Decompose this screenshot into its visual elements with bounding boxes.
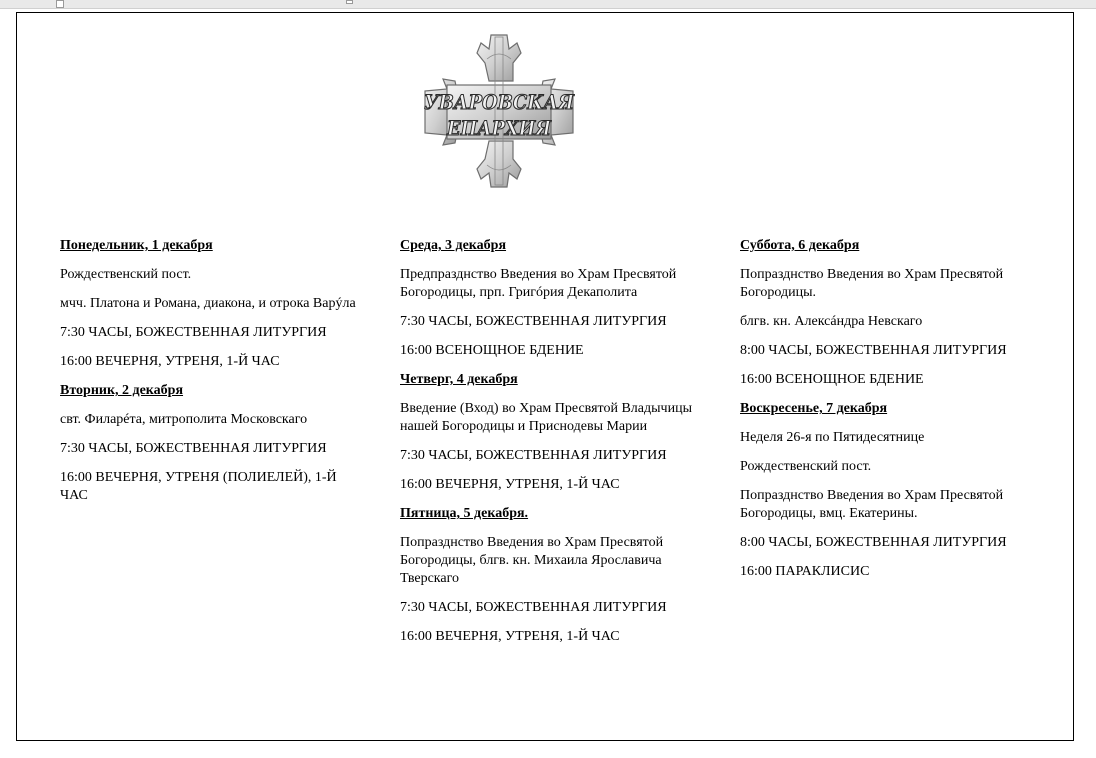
service-line: Предпразднство Введения во Храм Пресвятой Богородицы, прп. Григóрия Декаполита (400, 267, 677, 300)
service-line: Попразднство Введения во Храм Пресвятой Богородицы. (740, 267, 1004, 300)
service-line: Неделя 26-я по Пятидесятнице (740, 430, 925, 445)
day-heading: Четверг, 4 декабря (400, 372, 518, 387)
margin-marker[interactable] (56, 0, 64, 8)
service-line: 16:00 ВЕЧЕРНЯ, УТРЕНЯ, 1-Й ЧАС (60, 354, 280, 369)
service-line: 16:00 ВЕЧЕРНЯ, УТРЕНЯ, 1-Й ЧАС (400, 629, 620, 644)
service-line: 8:00 ЧАСЫ, БОЖЕСТВЕННАЯ ЛИТУРГИЯ (740, 343, 1007, 358)
service-line: 16:00 ВЕЧЕРНЯ, УТРЕНЯ, 1-Й ЧАС (400, 477, 620, 492)
service-line: 7:30 ЧАСЫ, БОЖЕСТВЕННАЯ ЛИТУРГИЯ (400, 600, 667, 615)
day-heading: Суббота, 6 декабря (740, 238, 860, 253)
service-line: 16:00 ВСЕНОЩНОЕ БДЕНИЕ (740, 372, 924, 387)
service-line: 16:00 ПАРАКЛИСИС (740, 564, 870, 579)
day-heading: Понедельник, 1 декабря (60, 238, 213, 253)
day-heading: Пятница, 5 декабря. (400, 506, 529, 521)
service-line: Попразднство Введения во Храм Пресвятой Богородицы, блгв. кн. Михаила Ярославича Тверскаго (400, 535, 664, 586)
schedule-column-3 (740, 237, 1040, 592)
logo-text-line2: ЕПАРХИЯ (446, 116, 553, 140)
day-heading: Среда, 3 декабря (400, 238, 507, 253)
cross-emblem-icon (417, 29, 581, 193)
tab-marker[interactable] (346, 0, 353, 4)
service-line: Рождественский пост. (740, 459, 872, 474)
document-page (16, 12, 1074, 741)
service-line: блгв. кн. Алексáндра Невскаго (740, 314, 923, 329)
service-line: 8:00 ЧАСЫ, БОЖЕСТВЕННАЯ ЛИТУРГИЯ (740, 535, 1007, 550)
service-line: 7:30 ЧАСЫ, БОЖЕСТВЕННАЯ ЛИТУРГИЯ (60, 325, 327, 340)
service-line: Попразднство Введения во Храм Пресвятой Богородицы, вмц. Екатерины. (740, 488, 1004, 521)
service-line: 7:30 ЧАСЫ, БОЖЕСТВЕННАЯ ЛИТУРГИЯ (400, 314, 667, 329)
editor-ruler-bar (0, 0, 1096, 9)
service-line: 16:00 ВСЕНОЩНОЕ БДЕНИЕ (400, 343, 584, 358)
service-line: 7:30 ЧАСЫ, БОЖЕСТВЕННАЯ ЛИТУРГИЯ (60, 441, 327, 456)
service-line: 16:00 ВЕЧЕРНЯ, УТРЕНЯ (ПОЛИЕЛЕЙ), 1-Й ЧАС (60, 470, 337, 503)
schedule-column-2 (400, 237, 700, 657)
service-line: свт. Филарéта, митрополита Московскаго (60, 412, 308, 427)
service-line: 7:30 ЧАСЫ, БОЖЕСТВЕННАЯ ЛИТУРГИЯ (400, 448, 667, 463)
schedule-column-1 (60, 237, 360, 516)
day-heading: Вторник, 2 декабря (60, 383, 184, 398)
service-line: мчч. Платона и Романа, диакона, и отрока Варýла (60, 296, 356, 311)
service-line: Введение (Вход) во Храм Пресвятой Владычицы нашей Богородицы и Приснодевы Марии (400, 401, 692, 434)
logo-text-line1: УВАРОВСКАЯ (424, 90, 576, 114)
day-heading: Воскресенье, 7 декабря (740, 401, 888, 416)
service-line: Рождественский пост. (60, 267, 192, 282)
